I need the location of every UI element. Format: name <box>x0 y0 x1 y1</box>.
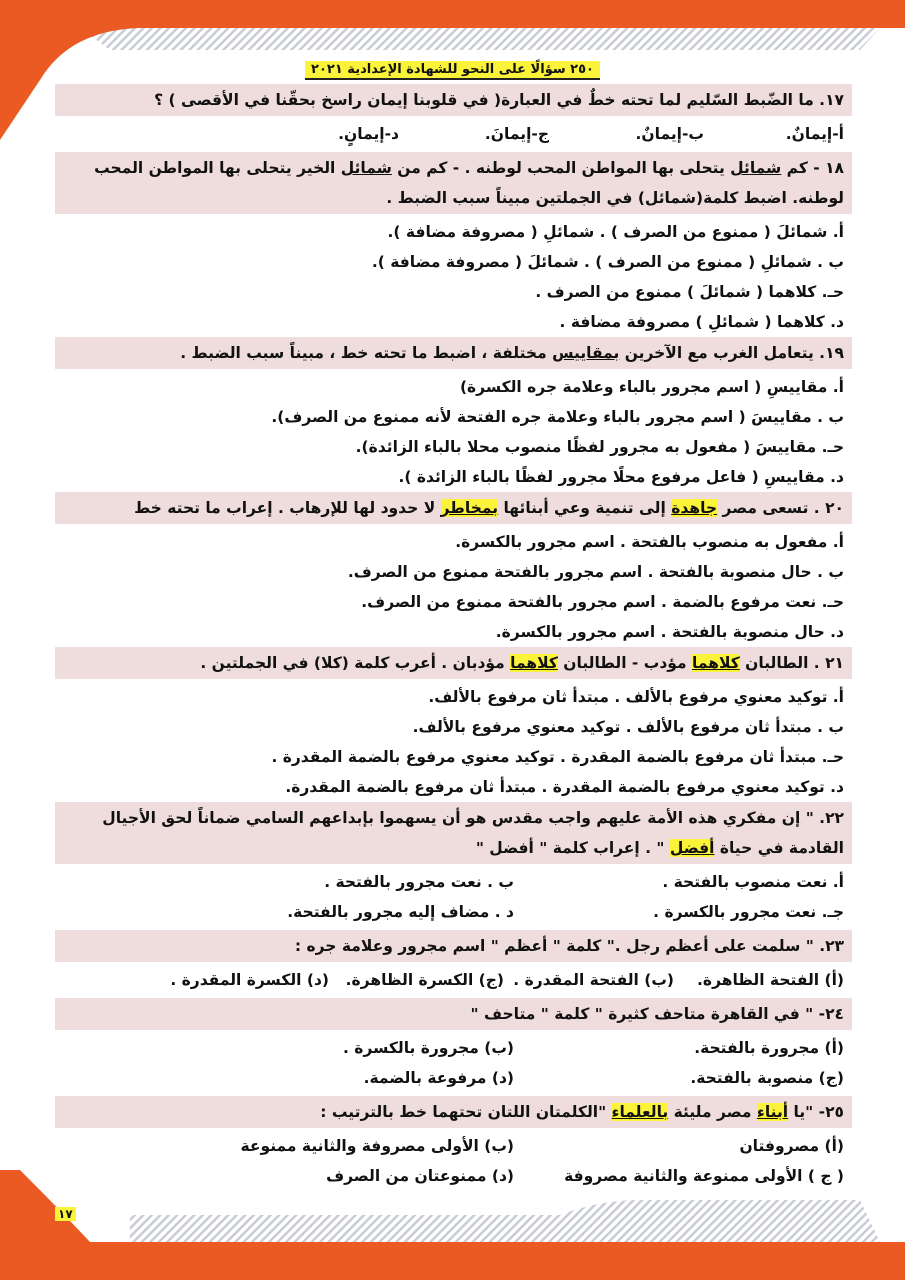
title-text: ٢٥٠ سؤالًا على النحو للشهادة الإعدادية ٢٠٢١ <box>305 61 600 80</box>
answer-option[interactable]: أ. نعت منصوب بالفتحة . <box>662 873 844 891</box>
question-text: ٢٤- " في القاهرة متاحف كثيرة " كلمة " متاحف " <box>470 1005 844 1023</box>
highlighted-word: أفضل <box>669 839 715 857</box>
answer-option[interactable]: ب-إيمانٌ. <box>635 125 704 143</box>
question-text: "الكلمتان اللتان تحتهما خط بالترتيب : <box>320 1103 612 1121</box>
answer-option[interactable]: د-إيمانٍ. <box>338 125 399 143</box>
question-text: لا حدود لها للإرهاب . إعراب ما تحته خط <box>134 499 441 517</box>
highlighted-word: شمائل <box>340 159 392 177</box>
options-group <box>55 867 852 927</box>
question-text: " . إعراب كلمة " أفضل " <box>475 839 670 857</box>
answer-option[interactable]: ب . حال منصوبة بالفتحة . اسم مجرور بالفتحة ممنوع من الصرف. <box>347 563 844 581</box>
answer-option[interactable]: ب . نعت مجرور بالفتحة . <box>324 873 514 891</box>
questions-list <box>55 84 852 1194</box>
answer-option[interactable]: حـ. مبتدأ ثان مرفوع بالضمة المقدرة . توكيد معنوي مرفوع بالضمة المقدرة . <box>271 748 844 766</box>
answer-option[interactable]: (أ) مجرورة بالفتحة. <box>694 1039 844 1057</box>
highlighted-word: بالعلماء <box>611 1103 669 1121</box>
options-group <box>55 682 852 802</box>
question-text: ١٩. يتعامل الغرب مع الآخرين <box>619 344 844 362</box>
answer-option[interactable]: د. حال منصوبة بالفتحة . اسم مجرور بالكسرة. <box>495 623 844 641</box>
question-20 <box>55 492 852 524</box>
question-text: ٢١ . الطالبان <box>739 654 844 672</box>
question-22 <box>55 802 852 864</box>
page-title <box>0 58 905 77</box>
highlighted-word: شمائل <box>730 159 782 177</box>
question-text: ٢٥- "يا <box>788 1103 844 1121</box>
answer-option[interactable]: (ج) الكسرة الظاهرة. <box>345 971 504 989</box>
options-group <box>55 372 852 492</box>
question-19 <box>55 337 852 369</box>
highlighted-word: بمقاييس <box>552 344 620 362</box>
question-text: ٢٢. " إن مفكري هذه الأمة عليهم واجب مقدس هو أن يسهموا بإبداعهم السامي ضماناً لحق الأجيال القادمة في حياة <box>102 809 844 857</box>
answer-option[interactable]: ب . شمائلِ ( ممنوع من الصرف ) . شمائلَ ( مصروفة مضافة ). <box>371 253 844 271</box>
answer-option[interactable]: جـ. نعت مجرور بالكسرة . <box>653 903 844 921</box>
highlighted-word: أبناء <box>756 1103 789 1121</box>
answer-option[interactable]: أ-إيمانٌ. <box>785 125 844 143</box>
answer-option[interactable]: أ. شمائلَ ( ممنوع من الصرف ) . شمائلِ ( مصروفة مضافة ). <box>387 223 844 241</box>
options-group <box>55 217 852 337</box>
question-text: مختلفة ، اضبط ما تحته خط ، مبيناً سبب الضبط . <box>180 344 553 362</box>
answer-option[interactable]: أ. مقاييسِ ( اسم مجرور بالباء وعلامة جره الكسرة) <box>459 378 844 396</box>
answer-option[interactable]: د. مقاييسِ ( فاعل مرفوع محلًا مجرور لفظًا بالباء الزائدة ). <box>398 468 844 486</box>
question-23 <box>55 930 852 962</box>
answer-option[interactable]: (د) مرفوعة بالضمة. <box>363 1069 514 1087</box>
answer-option[interactable]: (أ) الفتحة الظاهرة. <box>697 971 844 989</box>
answer-option[interactable]: (ب) مجرورة بالكسرة . <box>343 1039 514 1057</box>
question-text: ٢٠ . تسعى مصر <box>717 499 844 517</box>
answer-option[interactable]: حـ. مقاييسَ ( مفعول به مجرور لفظًا منصوب محلا بالباء الزائدة). <box>355 438 844 456</box>
highlighted-word: جاهدة <box>671 499 718 517</box>
question-text: ٢٣. " سلمت على أعظم رجل ." كلمة " أعظم " اسم مجرور وعلامة جره : <box>294 937 844 955</box>
answer-option[interactable]: حـ. نعت مرفوع بالضمة . اسم مجرور بالفتحة ممنوع من الصرف. <box>361 593 844 611</box>
question-24 <box>55 998 852 1030</box>
answer-option[interactable]: (ج) منصوبة بالفتحة. <box>690 1069 844 1087</box>
answer-option[interactable]: (ب) الفتحة المقدرة . <box>513 971 674 989</box>
highlighted-word: كلاهما <box>692 654 740 672</box>
highlighted-word: بمخاطر <box>440 499 499 517</box>
question-text: الخير يتحلى بها المواطن المحب لوطنه. اضبط كلمة(شمائل) في الجملتين مبيناً سبب الضبط . <box>94 159 844 207</box>
question-text: إلى تنمية وعي أبنائها <box>498 499 672 517</box>
answer-option[interactable]: (أ) مصروفتان <box>739 1137 844 1155</box>
answer-option[interactable]: ج-إيمانَ. <box>484 125 549 143</box>
answer-option[interactable]: ب . مقاييسَ ( اسم مجرور بالباء وعلامة جره الفتحة لأنه ممنوع من الصرف). <box>271 408 844 426</box>
answer-option[interactable]: حـ. كلاهما ( شمائلَ ) ممنوع من الصرف . <box>535 283 844 301</box>
answer-option[interactable]: (ب) الأولى مصروفة والثانية ممنوعة <box>240 1137 514 1155</box>
answer-option[interactable]: د. كلاهما ( شمائلِ ) مصروفة مضافة . <box>559 313 844 331</box>
question-text: ١٨ - كم <box>781 159 844 177</box>
question-18 <box>55 152 852 214</box>
answer-option[interactable]: ( ج ) الأولى ممنوعة والثانية مصروفة <box>564 1167 844 1185</box>
question-text: مصر مليئة <box>668 1103 757 1121</box>
options-group <box>55 119 852 149</box>
options-group <box>55 965 852 995</box>
question-25 <box>55 1096 852 1128</box>
question-text: ١٧. ما الضّبط السّليم لما تحته خطٌ في العبارة( في قلوبنا إيمان راسخ بحقّنا في الأقصى ) ؟ <box>154 91 844 109</box>
highlighted-word: كلاهما <box>510 654 558 672</box>
options-group <box>55 1131 852 1191</box>
question-text: مؤدب - الطالبان <box>557 654 692 672</box>
answer-option[interactable]: د. توكيد معنوي مرفوع بالضمة المقدرة . مبتدأ ثان مرفوع بالضمة المقدرة. <box>285 778 844 796</box>
question-text: يتحلى بها المواطن المحب لوطنه . - كم من <box>391 159 731 177</box>
answer-option[interactable]: (د) ممنوعتان من الصرف <box>326 1167 514 1185</box>
answer-option[interactable]: ب . مبتدأ ثان مرفوع بالألف . توكيد معنوي مرفوع بالألف. <box>412 718 844 736</box>
options-group <box>55 1033 852 1093</box>
question-text: مؤدبان . أعرب كلمة (كلا) في الجملتين . <box>200 654 511 672</box>
question-21 <box>55 647 852 679</box>
answer-option[interactable]: د . مضاف إليه مجرور بالفتحة. <box>287 903 514 921</box>
answer-option[interactable]: (د) الكسرة المقدرة . <box>170 971 329 989</box>
options-group <box>55 527 852 647</box>
answer-option[interactable]: أ. مفعول به منصوب بالفتحة . اسم مجرور بالكسرة. <box>455 533 844 551</box>
page-number: ١٧ <box>55 1207 76 1221</box>
answer-option[interactable]: أ. توكيد معنوي مرفوع بالألف . مبتدأ ثان مرفوع بالألف. <box>428 688 844 706</box>
question-17 <box>55 84 852 116</box>
